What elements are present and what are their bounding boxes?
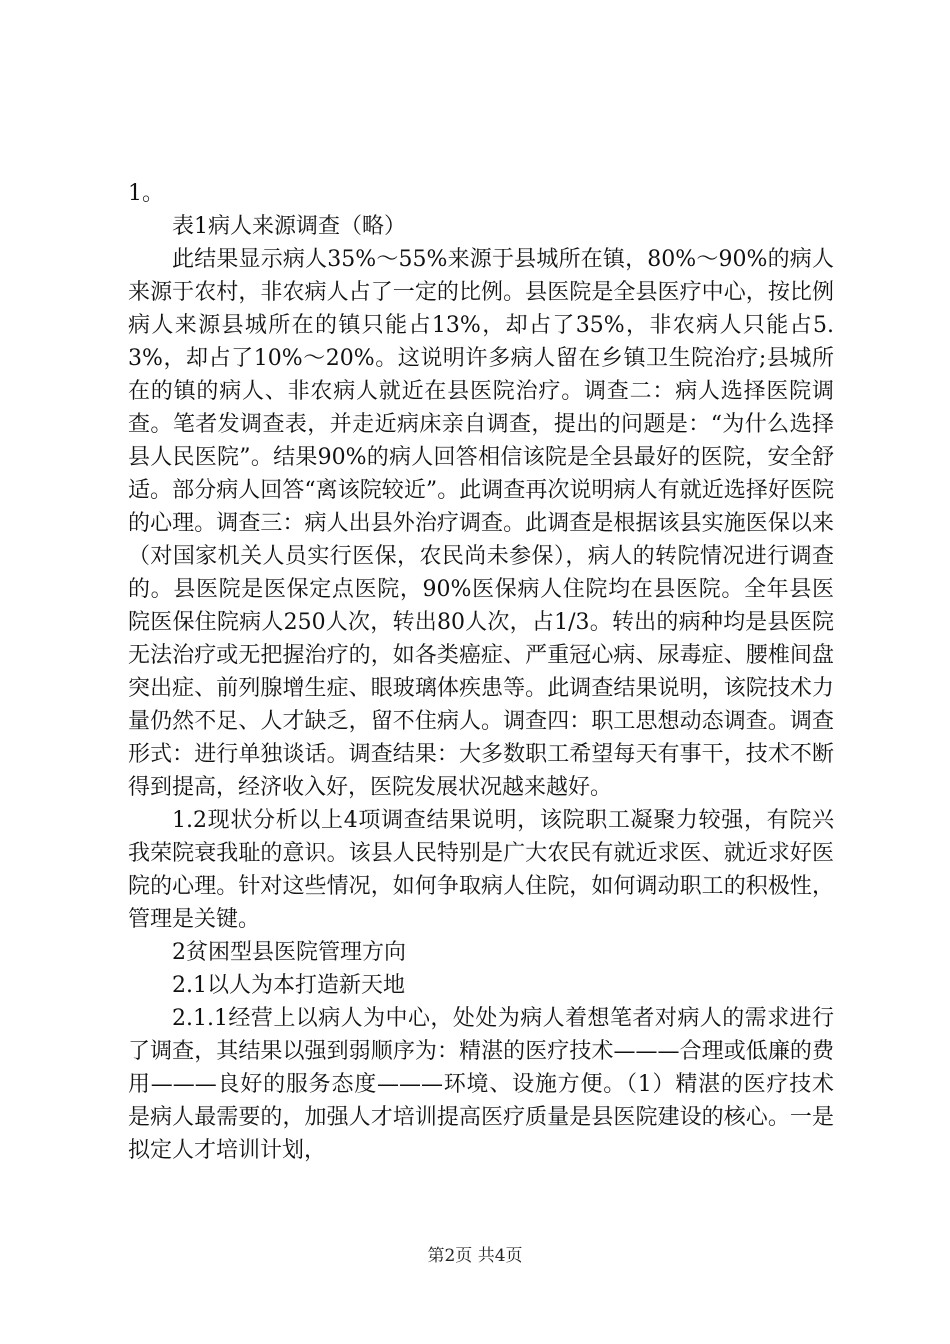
paragraph-patient-centered: 2.1.1经营上以病人为中心，处处为病人着想笔者对病人的需求进行了调查，其结果以强到弱顺序为：精湛的医疗技术———合理或低廉的费用———良好的服务态度———环境、设施方便。（1）精湛的医疗技术是病人最需要的，加强人才培训提高医疗质量是县医院建设的核心。一是拟定人才培训计划， [128, 1006, 834, 1163]
section-heading: 2贫困型县医院管理方向 [172, 940, 406, 965]
document-body [128, 177, 834, 1167]
paragraph-survey-results: 此结果显示病人35%～55%来源于县城所在镇，80%～90%的病人来源于农村，非农病人占了一定的比例。县医院是全县医疗中心，按比例病人来源县城所在的镇只能占13%，却占了35%，非农病人只能占5.3%，却占了10%～20%。这说明许多病人留在乡镇卫生院治疗;县城所在的镇的病人、非农病人就近在县医院治疗。调查二：病人选择医院调查。笔者发调查表，并走近病床亲自调查，提出的问题是：“为什么选择县人民医院”。结果90%的病人回答相信该院是全县最好的医院，安全舒适。部分病人回答“离该院较近”。此调查再次说明病人有就近选择好医院的心理。调查三：病人出县外治疗调查。此调查是根据该县实施医保以来（对国家机关人员实行医保，农民尚未参保），病人的转院情况进行调查的。县医院是医保定点医院，90%医保病人住院均在县医院。全年县医院医保住院病人250人次，转出80人次，占1/3。转出的病种均是县医院无法治疗或无把握治疗的，如各类癌症、严重冠心病、尿毒症、腰椎间盘突出症、前列腺增生症、眼玻璃体疾患等。此调查结果说明，该院技术力量仍然不足、人才缺乏，留不住病人。调查四：职工思想动态调查。调查形式：进行单独谈话。调查结果：大多数职工希望每天有事干，技术不断得到提高，经济收入好，医院发展状况越来越好。 [128, 247, 834, 800]
paragraph-continuation: 1。 [128, 181, 164, 206]
table-caption: 表1病人来源调查（略） [172, 214, 406, 239]
subsection-heading: 2.1以人为本打造新天地 [172, 973, 405, 998]
paragraph-status-analysis: 1.2现状分析以上4项调查结果说明，该院职工凝聚力较强，有院兴我荣院衰我耻的意识。该县人民特别是广大农民有就近求医、就近求好医院的心理。针对这些情况，如何争取病人住院，如何调动职工的积极性，管理是关键。 [128, 808, 834, 932]
page-footer: 第2页 共4页 [427, 1246, 523, 1266]
